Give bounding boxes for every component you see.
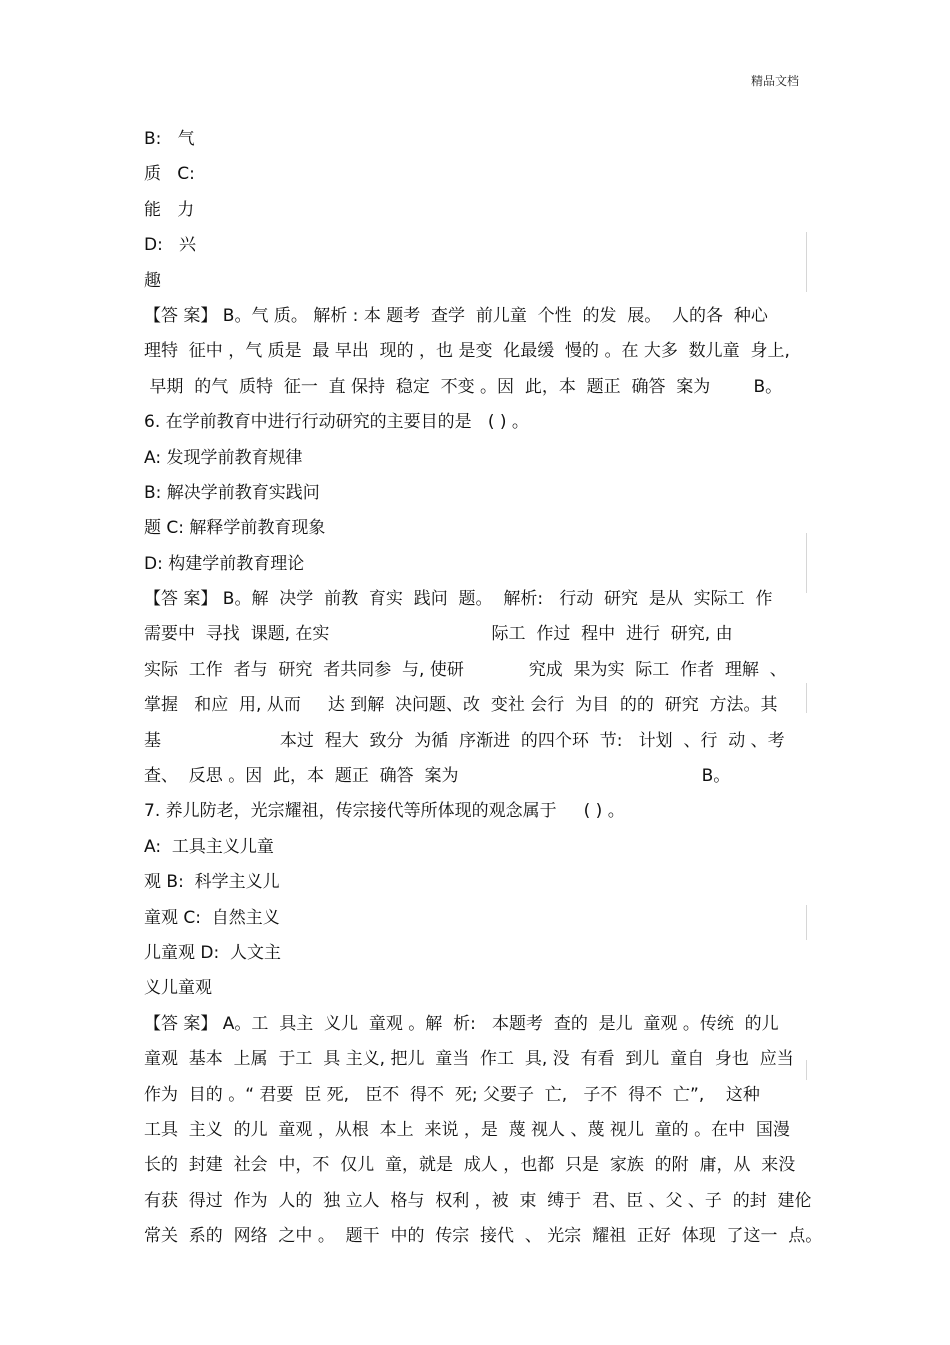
answer-line: 【答 案】 B。解 决学 前教 育实 践问 题。 解析: 行动 研究 是从 实际工 作 [144, 589, 773, 610]
answer-line: 理特 征中 ，气 质是 最 早出 现的 ，也 是变 化最缓 慢的 。在 大多 数儿童 身上, [144, 341, 790, 362]
answer-line: 早期 的气 质特 征一 直 保持 稳定 不变 。因 此，本 题正 确答 案为 B。 [144, 376, 783, 397]
text-line: 趣 [144, 270, 161, 291]
answer-line: 常关 系的 网络 之中 。 题干 中的 传宗 接代 、 光宗 耀祖 正好 体现 了这一 点。 [144, 1226, 823, 1247]
answer-line: 工具 主义 的儿 童观 ，从根 本上 来说 ，是 蔑 视人 、蔑 视儿 童的 。在中 国漫 [144, 1119, 790, 1140]
answer-line: 有获 得过 作为 人的 独 立人 格与 权利 ，被 束 缚于 君、臣 、父 、子 的封 建伦 [144, 1190, 812, 1211]
option-line: A: 工具主义儿童 [144, 836, 274, 857]
option-line: 儿童观 D: 人文主 [144, 942, 282, 963]
text-line: B: 气 [144, 129, 195, 149]
answer-line: 需要中 寻找 课题, 在实 际工 作过 程中 进行 研究, 由 [144, 624, 733, 645]
option-line: 题 C: 解释学前教育现象 [144, 518, 326, 539]
option-line: A: 发现学前教育规律 [144, 447, 303, 468]
answer-line: 查、 反思 。因 此，本 题正 确答 案为 B。 [144, 766, 731, 787]
option-line: 观 B: 科学主义儿 [144, 872, 280, 893]
answer-line: 【答 案】 B。气 质。 解析 : 本 题考 查学 前儿童 个性 的发 展。 人的各 种心 [144, 305, 768, 326]
page-header-tag: 精品文档 [751, 74, 800, 88]
option-line: 义儿童观 [144, 978, 212, 999]
answer-line: 长的 封建 社会 中，不 仅儿 童，就是 成人 ，也都 只是 家族 的附 庸，从 来没 [144, 1155, 796, 1176]
text-line: 能 力 [144, 199, 195, 220]
answer-line: 童观 基本 上属 于工 具 主义, 把儿 童当 作工 具, 没 有看 到儿 童自 身也 应当 [144, 1049, 794, 1070]
answer-line: 实际 工作 者与 研究 者共同参 与, 使研 究成 果为实 际工 作者 理解 、 [144, 659, 787, 680]
answer-line: 作为 目的 。“ 君要 臣 死, 臣不 得不 死; 父要子 亡, 子不 得不 亡”, 这种 [144, 1084, 760, 1105]
option-line: 童观 C: 自然主义 [144, 907, 280, 928]
text-line: D: 兴 [144, 235, 197, 256]
answer-line: 掌握 和应 用, 从而 达 到解 决问题、改 变社 会行 为目 的的 研究 方法。其 [144, 695, 778, 716]
answer-line: 基 本过 程大 致分 为循 序渐进 的四个环 节: 计划 、行 动 、考 [144, 730, 785, 751]
answer-line: 【答 案】 A。工 具主 义儿 童观 。解 析: 本题考 查的 是儿 童观 。传统 的儿 [144, 1013, 779, 1034]
option-line: D: 构建学前教育理论 [144, 553, 305, 574]
question-line: 7. 养儿防老，光宗耀祖，传宗接代等所体现的观念属于 ( ) 。 [144, 801, 625, 822]
question-line: 6. 在学前教育中进行行动研究的主要目的是 ( ) 。 [144, 412, 529, 433]
option-line: B: 解决学前教育实践问 [144, 482, 320, 503]
document-body [144, 122, 823, 1255]
text-line: 质 C: [144, 164, 195, 185]
